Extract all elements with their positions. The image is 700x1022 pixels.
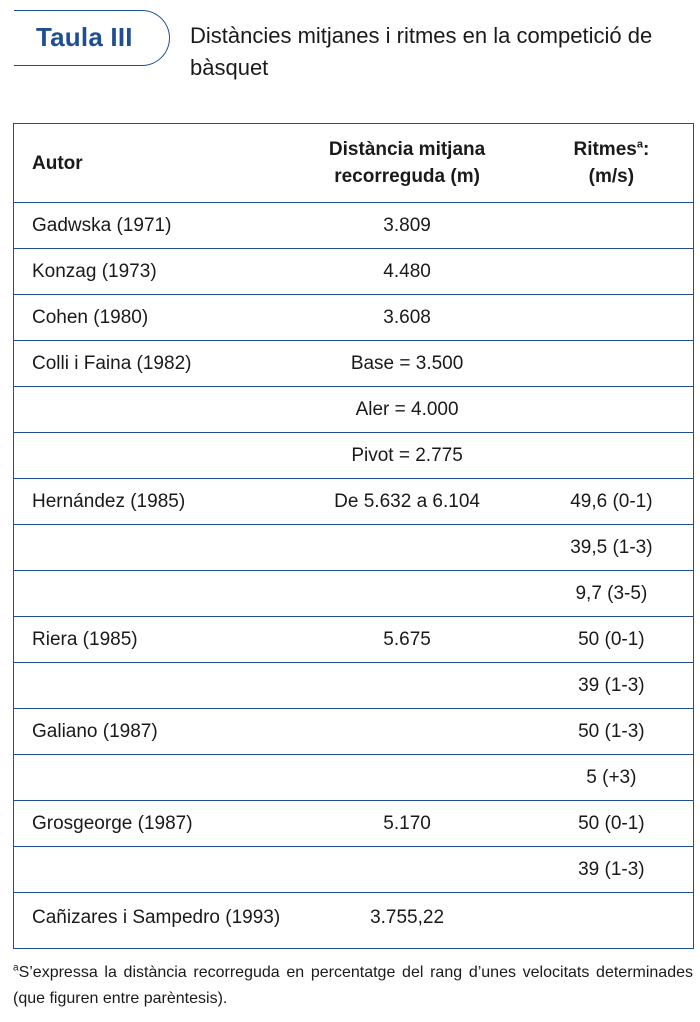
- cell-autor: Gadwska (1971): [32, 214, 172, 236]
- table-row: [14, 525, 693, 571]
- cell-distancia: Aler = 4.000: [284, 387, 529, 433]
- cell-distancia: De 5.632 a 6.104: [284, 479, 529, 525]
- cell-distancia: 4.480: [284, 249, 529, 295]
- cell-distancia: [284, 755, 529, 801]
- cell-autor: Hernández (1985): [14, 479, 284, 525]
- header-ritmes-line1: Ritmes: [573, 139, 637, 160]
- cell-distancia: Pivot = 2.775: [284, 433, 529, 479]
- table-header-row: [14, 124, 693, 203]
- table-row: [14, 433, 693, 479]
- table-row: [14, 663, 693, 709]
- footnote-mark: a: [13, 962, 19, 974]
- cell-ritmes: 50 (0-1): [530, 617, 693, 663]
- table-row: [14, 341, 693, 387]
- cell-autor: [14, 755, 284, 801]
- cell-autor: [14, 571, 284, 617]
- cell-ritmes: [530, 387, 693, 433]
- data-table: [14, 124, 693, 943]
- cell-ritmes: [530, 341, 693, 387]
- table-row: [14, 709, 693, 755]
- cell-autor: Konzag (1973): [14, 249, 284, 295]
- cell-autor: Cohen (1980): [14, 295, 284, 341]
- table-row: [14, 617, 693, 663]
- table-row: [14, 295, 693, 341]
- cell-distancia: 3.608: [284, 295, 529, 341]
- cell-ritmes: [530, 203, 693, 249]
- table-row: [14, 203, 693, 249]
- cell-distancia: 3.755,22: [284, 893, 529, 944]
- table-row: [14, 387, 693, 433]
- cell-distancia: Base = 3.500: [284, 341, 529, 387]
- cell-ritmes: [530, 433, 693, 479]
- cell-autor: Colli i Faina (1982): [14, 341, 284, 387]
- cell-autor: Cañizares i Sampedro (1993): [14, 893, 284, 944]
- table-body: [14, 203, 693, 944]
- cell-autor: Galiano (1987): [14, 709, 284, 755]
- cell-ritmes: 50 (1-3): [530, 709, 693, 755]
- table-row: [14, 755, 693, 801]
- cell-ritmes: 50 (0-1): [530, 801, 693, 847]
- footnote-text: S’expressa la distància recorreguda en percentatge del rang d’unes velocitats determinades (que figuren entre parèntesis).: [13, 964, 693, 1007]
- header-ritmes-colon: :: [642, 139, 650, 160]
- cell-autor: Riera (1985): [14, 617, 284, 663]
- table-row: [14, 801, 693, 847]
- header-autor: Autor: [14, 124, 284, 203]
- cell-ritmes: [530, 295, 693, 341]
- cell-ritmes: 39,5 (1-3): [530, 525, 693, 571]
- header-ritmes-line2: (m/s): [588, 166, 635, 187]
- table-row: [14, 571, 693, 617]
- cell-distancia: [284, 663, 529, 709]
- table-number-label: Taula III: [36, 22, 133, 52]
- cell-ritmes: 49,6 (0-1): [530, 479, 693, 525]
- cell-ritmes: 5 (+3): [530, 755, 693, 801]
- header-distancia: [284, 124, 529, 203]
- cell-autor: [14, 525, 284, 571]
- cell-ritmes: 9,7 (3-5): [530, 571, 693, 617]
- cell-distancia: [284, 571, 529, 617]
- header-distancia-line2: recorreguda (m): [334, 166, 480, 187]
- cell-ritmes: [530, 893, 693, 944]
- cell-ritmes: 39 (1-3): [530, 663, 693, 709]
- cell-autor: [14, 847, 284, 893]
- header-ritmes-footnote-mark: a: [636, 138, 643, 151]
- cell-autor: Grosgeorge (1987): [14, 801, 284, 847]
- table-row: [14, 893, 693, 944]
- table-footnote: [13, 960, 693, 1012]
- data-table-frame: [13, 123, 694, 949]
- cell-distancia: 5.675: [284, 617, 529, 663]
- cell-autor: [14, 433, 284, 479]
- table-title: Distàncies mitjanes i ritmes en la competició de bàsquet: [190, 23, 653, 80]
- cell-distancia: 5.170: [284, 801, 529, 847]
- cell-distancia: [284, 709, 529, 755]
- cell-distancia: 3.809: [383, 214, 431, 236]
- header-distancia-line1: Distància mitjana: [328, 139, 486, 160]
- table-number-badge: [14, 10, 170, 66]
- cell-ritmes: [530, 249, 693, 295]
- cell-distancia: [284, 525, 529, 571]
- cell-distancia: [284, 847, 529, 893]
- cell-ritmes: 39 (1-3): [530, 847, 693, 893]
- cell-autor: [14, 387, 284, 433]
- header-ritmes: [530, 124, 693, 203]
- table-row: [14, 847, 693, 893]
- table-row: [14, 479, 693, 525]
- table-row: [14, 249, 693, 295]
- cell-autor: [14, 663, 284, 709]
